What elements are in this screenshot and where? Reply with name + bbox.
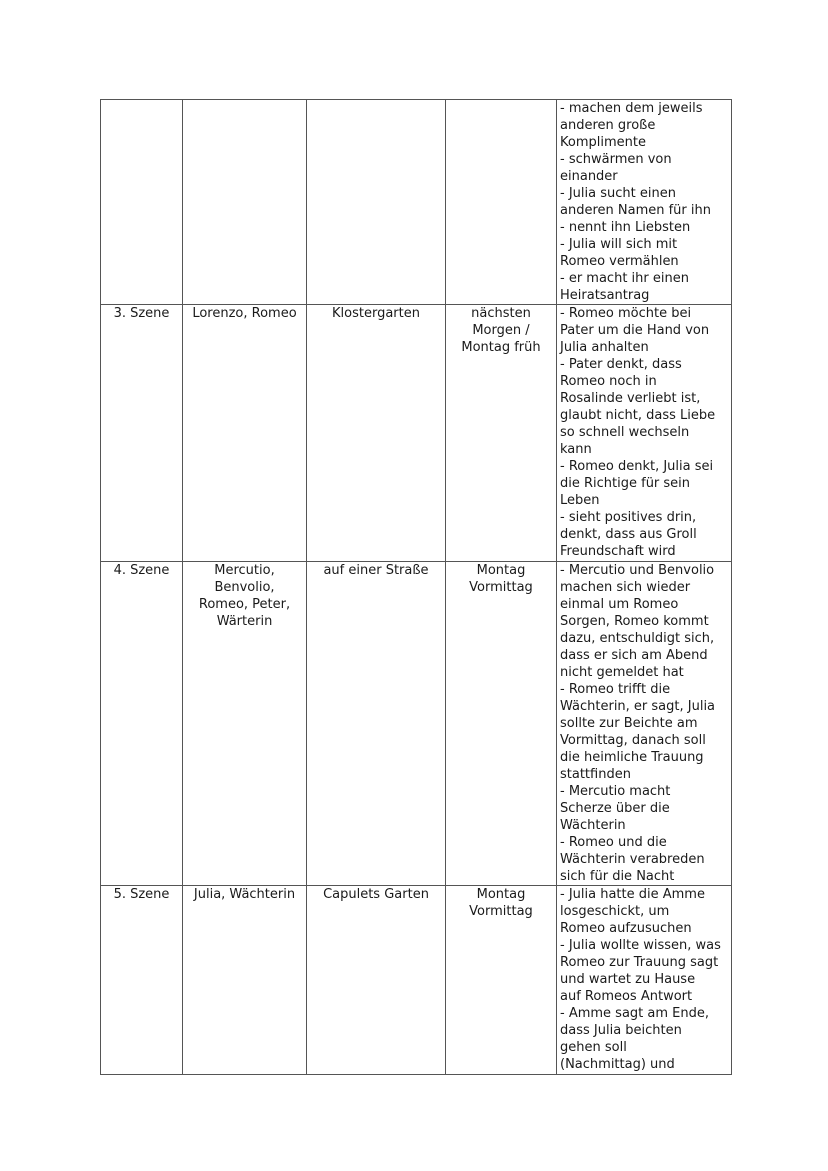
content-line: Wächterin, er sagt, Julia xyxy=(560,699,716,714)
place-cell xyxy=(307,100,446,305)
content-cell xyxy=(557,305,732,562)
table-row xyxy=(101,305,732,562)
content-line: Julia anhalten xyxy=(560,340,649,355)
time-cell xyxy=(446,562,557,886)
time-line: Montag xyxy=(476,887,526,902)
table-row xyxy=(101,886,732,1075)
content-line: Heiratsantrag xyxy=(560,288,650,303)
place-cell xyxy=(307,305,446,562)
content-line: - Romeo möchte bei xyxy=(560,306,692,321)
persons-line: Julia, Wächterin xyxy=(193,887,296,902)
content-cell xyxy=(557,562,732,886)
persons-cell xyxy=(183,305,307,562)
content-line: nicht gemeldet hat xyxy=(560,665,684,680)
content-line: sollte zur Beichte am xyxy=(560,716,698,731)
content-line: (Nachmittag) und xyxy=(560,1057,675,1072)
content-line: sich für die Nacht xyxy=(560,869,675,884)
content-line: Komplimente xyxy=(560,135,646,150)
time-cell xyxy=(446,305,557,562)
content-line: - Julia will sich mit xyxy=(560,237,678,252)
content-line: - schwärmen von xyxy=(560,152,672,167)
content-line: Wächterin xyxy=(560,818,626,833)
scene-label: 4. Szene xyxy=(113,563,170,578)
scene-table xyxy=(100,99,732,1075)
content-line: einmal um Romeo xyxy=(560,597,679,612)
content-line: so schnell wechseln xyxy=(560,425,690,440)
persons-cell xyxy=(183,886,307,1075)
place-cell xyxy=(307,886,446,1075)
content-line: glaubt nicht, dass Liebe xyxy=(560,408,716,423)
content-line: Rosalinde verliebt ist, xyxy=(560,391,701,406)
time-line: Vormittag xyxy=(469,580,533,595)
content-line: dass er sich am Abend xyxy=(560,648,708,663)
content-line: Scherze über die xyxy=(560,801,670,816)
content-line: - Mercutio macht xyxy=(560,784,671,799)
content-line: - Julia hatte die Amme xyxy=(560,887,705,902)
time-cell xyxy=(446,100,557,305)
content-line: - sieht positives drin, xyxy=(560,510,697,525)
content-line: - Romeo denkt, Julia sei xyxy=(560,459,714,474)
content-line: machen sich wieder xyxy=(560,580,691,595)
content-line: - Julia wollte wissen, was xyxy=(560,938,721,953)
persons-line: Romeo, Peter, xyxy=(198,597,291,612)
persons-line: Benvolio, xyxy=(214,580,275,595)
content-line: losgeschickt, um xyxy=(560,904,670,919)
content-line: - er macht ihr einen xyxy=(560,271,689,286)
content-line: die heimliche Trauung xyxy=(560,750,704,765)
content-line: Romeo zur Trauung sagt xyxy=(560,955,719,970)
time-cell xyxy=(446,886,557,1075)
content-line: Romeo vermählen xyxy=(560,254,679,269)
content-line: und wartet zu Hause xyxy=(560,972,696,987)
persons-line: Lorenzo, Romeo xyxy=(192,306,297,321)
place-line: Capulets Garten xyxy=(323,887,429,902)
content-line: - Pater denkt, dass xyxy=(560,357,682,372)
content-line: einander xyxy=(560,169,618,184)
content-line: - Mercutio und Benvolio xyxy=(560,563,715,578)
place-cell xyxy=(307,562,446,886)
content-line: Pater um die Hand von xyxy=(560,323,710,338)
content-cell xyxy=(557,886,732,1075)
place-line: auf einer Straße xyxy=(323,563,429,578)
time-line: Vormittag xyxy=(469,904,533,919)
content-line: - nennt ihn Liebsten xyxy=(560,220,691,235)
content-line: - Amme sagt am Ende, xyxy=(560,1006,709,1021)
scene-cell xyxy=(101,100,183,305)
content-line: Vormittag, danach soll xyxy=(560,733,706,748)
content-line: anderen große xyxy=(560,118,656,133)
content-line: Sorgen, Romeo kommt xyxy=(560,614,709,629)
content-line: denkt, dass aus Groll xyxy=(560,527,697,542)
place-line: Klostergarten xyxy=(332,306,420,321)
content-line: - Julia sucht einen xyxy=(560,186,676,201)
content-line: dass Julia beichten xyxy=(560,1023,682,1038)
content-line: Leben xyxy=(560,493,600,508)
scene-cell xyxy=(101,886,183,1075)
content-cell xyxy=(557,100,732,305)
time-line: Morgen / xyxy=(472,323,530,338)
content-line: - machen dem jeweils xyxy=(560,101,703,116)
content-line: dazu, entschuldigt sich, xyxy=(560,631,715,646)
content-line: - Romeo trifft die xyxy=(560,682,671,697)
scene-label: 5. Szene xyxy=(113,887,170,902)
content-line: kann xyxy=(560,442,592,457)
content-line: stattfinden xyxy=(560,767,631,782)
content-line: gehen soll xyxy=(560,1040,627,1055)
scene-label: 3. Szene xyxy=(113,306,170,321)
persons-line: Wärterin xyxy=(216,614,273,629)
content-line: Romeo noch in xyxy=(560,374,657,389)
content-line: die Richtige für sein xyxy=(560,476,691,491)
content-line: auf Romeos Antwort xyxy=(560,989,693,1004)
time-line: Montag früh xyxy=(461,340,541,355)
content-line: anderen Namen für ihn xyxy=(560,203,711,218)
content-line: Romeo aufzusuchen xyxy=(560,921,692,936)
persons-line: Mercutio, xyxy=(214,563,275,578)
scene-cell xyxy=(101,562,183,886)
content-line: - Romeo und die xyxy=(560,835,667,850)
table-row xyxy=(101,562,732,886)
scene-cell xyxy=(101,305,183,562)
table-row xyxy=(101,100,732,305)
content-line: Freundschaft wird xyxy=(560,544,676,559)
persons-cell xyxy=(183,100,307,305)
persons-cell xyxy=(183,562,307,886)
content-line: Wächterin verabreden xyxy=(560,852,705,867)
time-line: nächsten xyxy=(471,306,531,321)
time-line: Montag xyxy=(476,563,526,578)
